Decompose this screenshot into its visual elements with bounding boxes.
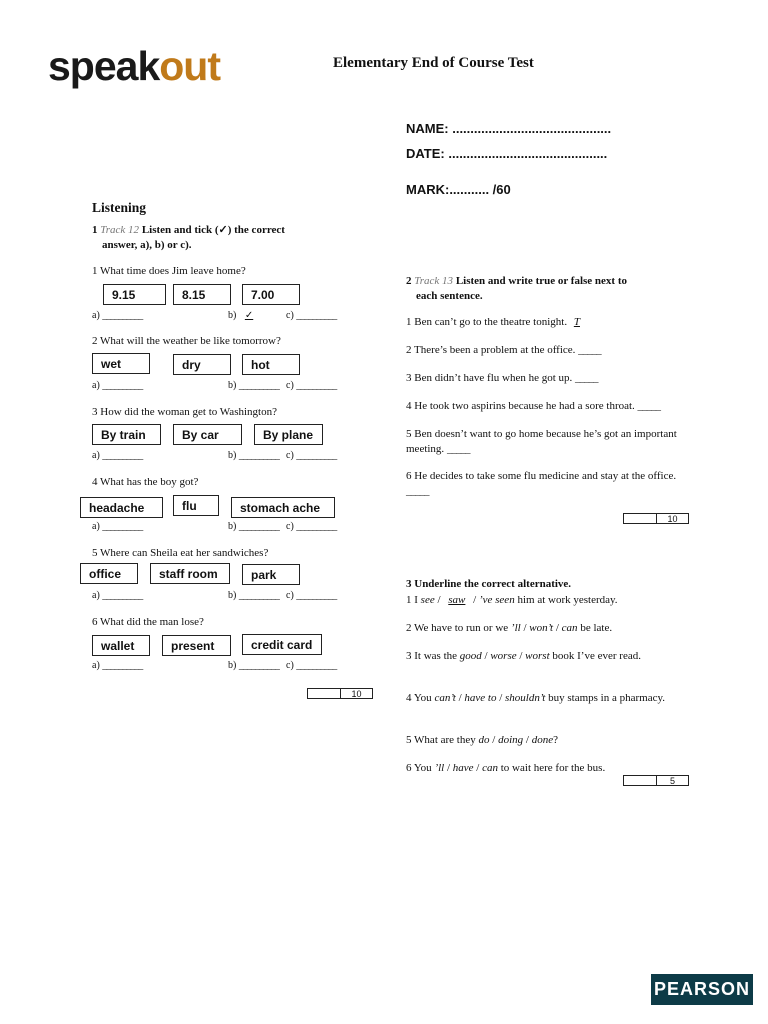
question-6: 6 What did the man lose?	[92, 616, 204, 628]
q3-answer-b[interactable]	[228, 450, 279, 461]
ex3-alternative[interactable]: ’ve seen	[478, 594, 515, 606]
answer-letter: c)	[286, 660, 294, 671]
ex3-alternative[interactable]: can’t	[434, 692, 456, 704]
q5-answer-a[interactable]	[92, 590, 142, 601]
q1-option-box: 8.15	[173, 284, 231, 305]
answer-letter: b)	[228, 380, 237, 391]
question-3: 3 How did the woman get to Washington?	[92, 406, 277, 418]
question-5: 5 Where can Sheila eat her sandwiches?	[92, 547, 269, 559]
answer-letter: c)	[286, 590, 294, 601]
q2-option-box: wet	[92, 353, 150, 374]
answer-letter: b)	[228, 310, 237, 321]
ex2-item-6	[406, 469, 688, 499]
ex3-alternative[interactable]: worse	[490, 650, 517, 662]
q6-option-box: wallet	[92, 635, 150, 656]
ex2-item-1	[406, 315, 688, 330]
ex3-item-1: 1 I see / saw / ’ve seen him at work yesterday.	[406, 594, 618, 606]
answer-blank: __________	[296, 660, 337, 671]
date-field[interactable]: DATE: ............................................	[406, 146, 608, 161]
q5-answer-c[interactable]	[286, 590, 336, 601]
answer-letter: c)	[286, 380, 294, 391]
ex3-alternative[interactable]: ’ll	[510, 622, 521, 634]
ex2-blank[interactable]: _____	[575, 372, 598, 384]
q1-option-box: 7.00	[242, 284, 300, 305]
ex3-item-3: 3 It was the good / worse / worst book I’ve ever read.	[406, 650, 641, 662]
answer-blank: __________	[296, 521, 337, 532]
ex3-pre: 5 What are they	[406, 734, 479, 746]
ex3-alternative[interactable]: can	[561, 622, 578, 634]
ex1-instruction: 1 Track 12 Listen and tick (✓) the correct answer, a), b) or c).	[92, 224, 285, 251]
q4-answer-b[interactable]	[228, 521, 279, 532]
q3-option-box: By plane	[254, 424, 323, 445]
answer-blank: __________	[102, 380, 143, 391]
ex3-alternative[interactable]: have to	[464, 692, 497, 704]
ex3-post: him at work yesterday.	[514, 594, 618, 606]
q6-answer-c[interactable]	[286, 660, 336, 671]
ex3-alternative[interactable]: have	[452, 762, 474, 774]
question-1: 1 What time does Jim leave home?	[92, 265, 246, 277]
answer-blank: __________	[102, 450, 143, 461]
answer-blank: __________	[296, 310, 337, 321]
q2-option-box: dry	[173, 354, 231, 375]
answer-blank: __________	[102, 590, 143, 601]
answer-blank: __________	[238, 450, 279, 461]
answer-letter: a)	[92, 590, 100, 601]
ex2-blank[interactable]: _____	[578, 344, 601, 356]
ex3-post: book I’ve ever read.	[549, 650, 641, 662]
ex2-item-3	[406, 371, 688, 386]
q3-option-box: By train	[92, 424, 161, 445]
ex3-alternative[interactable]: can	[482, 762, 498, 774]
ex2-sentence: 4 He took two aspirins because he had a sore throat.	[406, 400, 635, 412]
q2-answer-c[interactable]	[286, 380, 336, 391]
name-field[interactable]: NAME: ............................................	[406, 121, 612, 136]
question-2: 2 What will the weather be like tomorrow?	[92, 335, 281, 347]
ex3-post: buy stamps in a pharmacy.	[545, 692, 666, 704]
answer-letter: c)	[286, 450, 294, 461]
ex2-score-box: 10	[623, 513, 689, 524]
ex3-alternative[interactable]: saw	[448, 594, 466, 606]
q1-answer-a[interactable]	[92, 310, 142, 321]
mark-field[interactable]: MARK:........... /60	[406, 182, 511, 197]
ex3-alternative[interactable]: good	[459, 650, 482, 662]
q6-answer-b[interactable]	[228, 660, 279, 671]
answer-letter: b)	[228, 590, 237, 601]
q5-answer-b[interactable]	[228, 590, 279, 601]
answer-letter: c)	[286, 521, 294, 532]
q2-answer-a[interactable]	[92, 380, 142, 391]
question-4: 4 What has the boy got?	[92, 476, 199, 488]
q5-option-box: park	[242, 564, 300, 585]
ex2-item-4	[406, 399, 688, 414]
answer-blank: __________	[102, 310, 143, 321]
ex3-alternative[interactable]: see	[420, 594, 435, 606]
tick-mark: ✓	[244, 310, 254, 321]
ex2-instruction: 2 Track 13 Listen and write true or false next to each sentence.	[406, 275, 627, 302]
answer-blank: __________	[238, 380, 279, 391]
answer-letter: b)	[228, 450, 237, 461]
ex2-sentence: 2 There’s been a problem at the office.	[406, 344, 576, 356]
ex3-post: ?	[553, 734, 558, 746]
q1-answer-c[interactable]	[286, 310, 336, 321]
ex3-pre: 4 You	[406, 692, 435, 704]
ex2-sentence: 1 Ben can’t go to the theatre tonight.	[406, 316, 568, 328]
ex3-alternative[interactable]: doing	[498, 734, 524, 746]
answer-letter: b)	[228, 660, 237, 671]
answer-letter: a)	[92, 521, 100, 532]
ex2-blank[interactable]: _____	[637, 400, 661, 412]
q4-answer-a[interactable]	[92, 521, 142, 532]
answer-letter: b)	[228, 521, 237, 532]
ex2-sentence: 6 He decides to take some flu medicine and stay at the office.	[406, 470, 677, 482]
ex2-sentence: 3 Ben didn’t have flu when he got up.	[406, 372, 573, 384]
answer-blank: __________	[296, 450, 337, 461]
answer-letter: a)	[92, 380, 100, 391]
answer-blank: __________	[238, 590, 279, 601]
answer-blank: __________	[102, 660, 143, 671]
ex3-score-box: 5	[623, 775, 689, 786]
ex3-item-5: 5 What are they do / doing / done?	[406, 734, 558, 746]
ex2-item-5	[406, 427, 688, 457]
ex3-post: to wait here for the bus.	[498, 762, 606, 774]
ex3-pre: 6 You	[406, 762, 435, 774]
answer-blank: __________	[238, 660, 279, 671]
ex2-sentence: 5 Ben doesn’t want to go home because he’s got an important meeting.	[406, 428, 677, 455]
q5-option-box: staff room	[150, 563, 230, 584]
pearson-logo: PEARSON	[651, 974, 753, 1005]
ex3-pre: 2 We have to run or we	[406, 622, 511, 634]
answer-blank: __________	[296, 380, 337, 391]
ex2-item-2	[406, 343, 688, 358]
ex3-instruction: 3 Underline the correct alternative.	[406, 578, 572, 590]
ex1-score-box: 10	[307, 688, 373, 699]
answer-letter: a)	[92, 450, 100, 461]
ex3-alternative[interactable]: shouldn’t	[505, 692, 546, 704]
ex3-alternative[interactable]: do	[478, 734, 490, 746]
q4-option-box: headache	[80, 497, 163, 518]
ex2-answer[interactable]: T	[573, 316, 580, 328]
ex3-pre: 1 I	[406, 594, 421, 606]
answer-letter: a)	[92, 310, 100, 321]
q1-answer-b[interactable]	[228, 310, 259, 321]
answer-blank: __________	[296, 590, 337, 601]
ex3-item-2: 2 We have to run or we ’ll / won’t / can be late.	[406, 622, 613, 634]
q1-option-box: 9.15	[103, 284, 166, 305]
q3-option-box: By car	[173, 424, 242, 445]
q6-option-box: credit card	[242, 634, 322, 655]
ex3-item-6: 6 You ’ll / have / can to wait here for the bus.	[406, 762, 606, 774]
q4-answer-c[interactable]	[286, 521, 336, 532]
listening-heading: Listening	[92, 200, 147, 215]
q4-option-box: flu	[173, 495, 219, 516]
answer-blank: __________	[102, 521, 143, 532]
answer-letter: c)	[286, 310, 294, 321]
speakout-logo: speakout	[48, 43, 221, 89]
ex3-alternative[interactable]: done	[531, 734, 554, 746]
ex2-blank[interactable]: _____	[406, 485, 429, 497]
ex3-item-4: 4 You can’t / have to / shouldn’t buy stamps in a pharmacy.	[406, 692, 666, 704]
ex3-pre: 3 It was the	[406, 650, 460, 662]
ex3-alternative[interactable]: worst	[525, 650, 550, 662]
ex3-alternative[interactable]: won’t	[529, 622, 554, 634]
page-title: Elementary End of Course Test	[333, 55, 534, 71]
answer-letter: a)	[92, 660, 100, 671]
q4-option-box: stomach ache	[231, 497, 335, 518]
ex2-blank[interactable]: _____	[446, 443, 470, 455]
ex3-alternative[interactable]: ’ll	[434, 762, 445, 774]
q3-answer-a[interactable]	[92, 450, 142, 461]
q2-option-box: hot	[242, 354, 300, 375]
ex3-post: be late.	[577, 622, 613, 634]
q2-answer-b[interactable]	[228, 380, 279, 391]
answer-blank: __________	[238, 521, 279, 532]
q3-answer-c[interactable]	[286, 450, 336, 461]
q6-answer-a[interactable]	[92, 660, 142, 671]
q5-option-box: office	[80, 563, 138, 584]
q6-option-box: present	[162, 635, 231, 656]
